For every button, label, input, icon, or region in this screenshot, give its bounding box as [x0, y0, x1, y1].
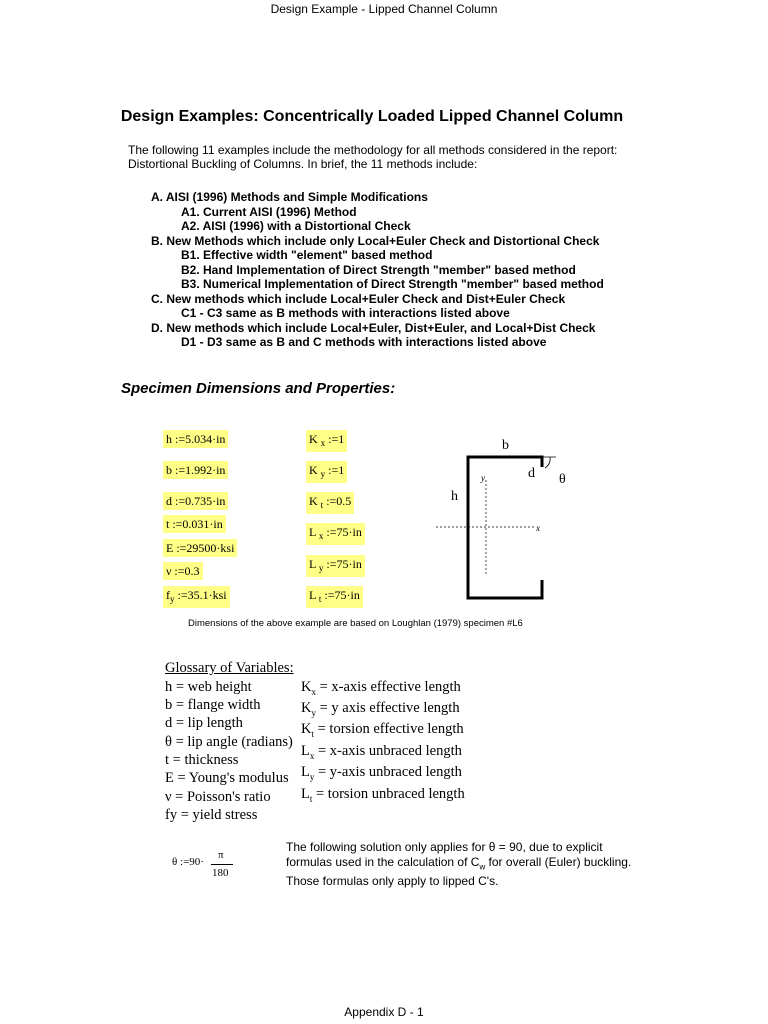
method-item: A. AISI (1996) Methods and Simple Modifications: [151, 190, 428, 204]
label-theta: θ: [559, 472, 566, 487]
solution-line-1: The following solution only applies for θ = 90, due to explicit: [286, 840, 603, 854]
glossary-item: $K_x$ = x-axis effective length: [301, 679, 461, 697]
solution-note: [286, 840, 631, 889]
def-E: E :=29500·ksi: [163, 539, 237, 557]
glossary-title: Glossary of Variables:: [165, 660, 294, 676]
method-item: B. New Methods which include only Local+Euler Check and Distortional Check: [151, 234, 600, 248]
glossary-item: $L_y$ = y-axis unbraced length: [301, 764, 462, 782]
def-lx: L $_x$ :=75·in: [306, 523, 365, 545]
def-ky: K $_y$ :=1: [306, 461, 347, 483]
def-d: d :=0.735·in: [163, 492, 228, 510]
method-item: B3. Numerical Implementation of Direct Strength "member" based method: [181, 277, 604, 291]
method-item: C. New methods which include Local+Euler Check and Dist+Euler Check: [151, 292, 566, 306]
solution-line-3: Those formulas only apply to lipped C's.: [286, 874, 499, 889]
method-item: D. New methods which include Local+Euler, Dist+Euler, and Local+Dist Check: [151, 321, 596, 335]
intro-line-1: The following 11 examples include the methodology for all methods considered in the report:: [128, 143, 618, 157]
label-d: d: [528, 466, 535, 481]
glossary-item: $K_t$ = torsion effective length: [301, 721, 464, 739]
label-x: x: [536, 523, 540, 533]
method-item: D1 - D3 same as B and C methods with interactions listed above: [181, 335, 547, 349]
method-item: A2. AISI (1996) with a Distortional Check: [181, 219, 411, 233]
specimen-heading: Specimen Dimensions and Properties:: [121, 380, 396, 397]
method-item: B2. Hand Implementation of Direct Strength "member" based method: [181, 263, 576, 277]
lipped-channel-diagram: [420, 430, 580, 605]
glossary-item: $L_x$ = x-axis unbraced length: [301, 743, 462, 761]
method-item: B1. Effective width "element" based method: [181, 248, 433, 262]
label-h: h: [451, 489, 458, 504]
def-lt: L $_t$ :=75·in: [306, 586, 363, 608]
solution-line-2: formulas used in the calculation of $C_w$ for overall (Euler) buckling.: [286, 855, 632, 872]
theta-equation-denominator: 180: [212, 867, 229, 879]
diagram-caption: Dimensions of the above example are based on Loughlan (1979) specimen #L6: [188, 618, 523, 629]
glossary-item: $L_t$ = torsion unbraced length: [301, 786, 465, 804]
fraction-bar: [211, 864, 233, 865]
method-item: C1 - C3 same as B methods with interactions listed above: [181, 306, 510, 320]
glossary-item: d = lip length: [165, 715, 243, 731]
page-title: Design Examples: Concentrically Loaded Lipped Channel Column: [120, 108, 624, 125]
theta-equation-lhs: θ :=90·: [172, 856, 204, 868]
label-b: b: [502, 438, 509, 453]
lip-angle-arc: [542, 457, 556, 468]
glossary-item: ν = Poisson's ratio: [165, 789, 271, 805]
def-ly: L $_y$ :=75·in: [306, 555, 365, 577]
glossary-item: E = Young's modulus: [165, 770, 289, 786]
def-kx: K $_x$ :=1: [306, 430, 347, 452]
intro-line-2: Distortional Buckling of Columns. In brief, the 11 methods include:: [128, 157, 478, 171]
def-kt: K $_t$ :=0.5: [306, 492, 354, 514]
glossary-item: b = flange width: [165, 697, 261, 713]
label-y: y: [481, 473, 485, 483]
glossary-item: θ = lip angle (radians): [165, 734, 293, 750]
glossary-item: t = thickness: [165, 752, 239, 768]
def-h: h :=5.034·in: [163, 430, 228, 448]
method-item: A1. Current AISI (1996) Method: [181, 205, 357, 219]
glossary-item: $K_y = y$ axis effective length: [301, 700, 460, 718]
def-fy: $f_y$ :=35.1·ksi: [163, 586, 230, 608]
page-footer: Appendix D - 1: [344, 1005, 424, 1019]
def-t: t :=0.031·in: [163, 515, 226, 533]
def-b: b :=1.992·in: [163, 461, 228, 479]
theta-equation-numerator: π: [218, 849, 224, 861]
glossary-item: fy = yield stress: [165, 807, 258, 823]
page-header: Design Example - Lipped Channel Column: [270, 2, 498, 16]
def-nu: ν :=0.3: [163, 562, 203, 580]
glossary-item: h = web height: [165, 679, 252, 695]
